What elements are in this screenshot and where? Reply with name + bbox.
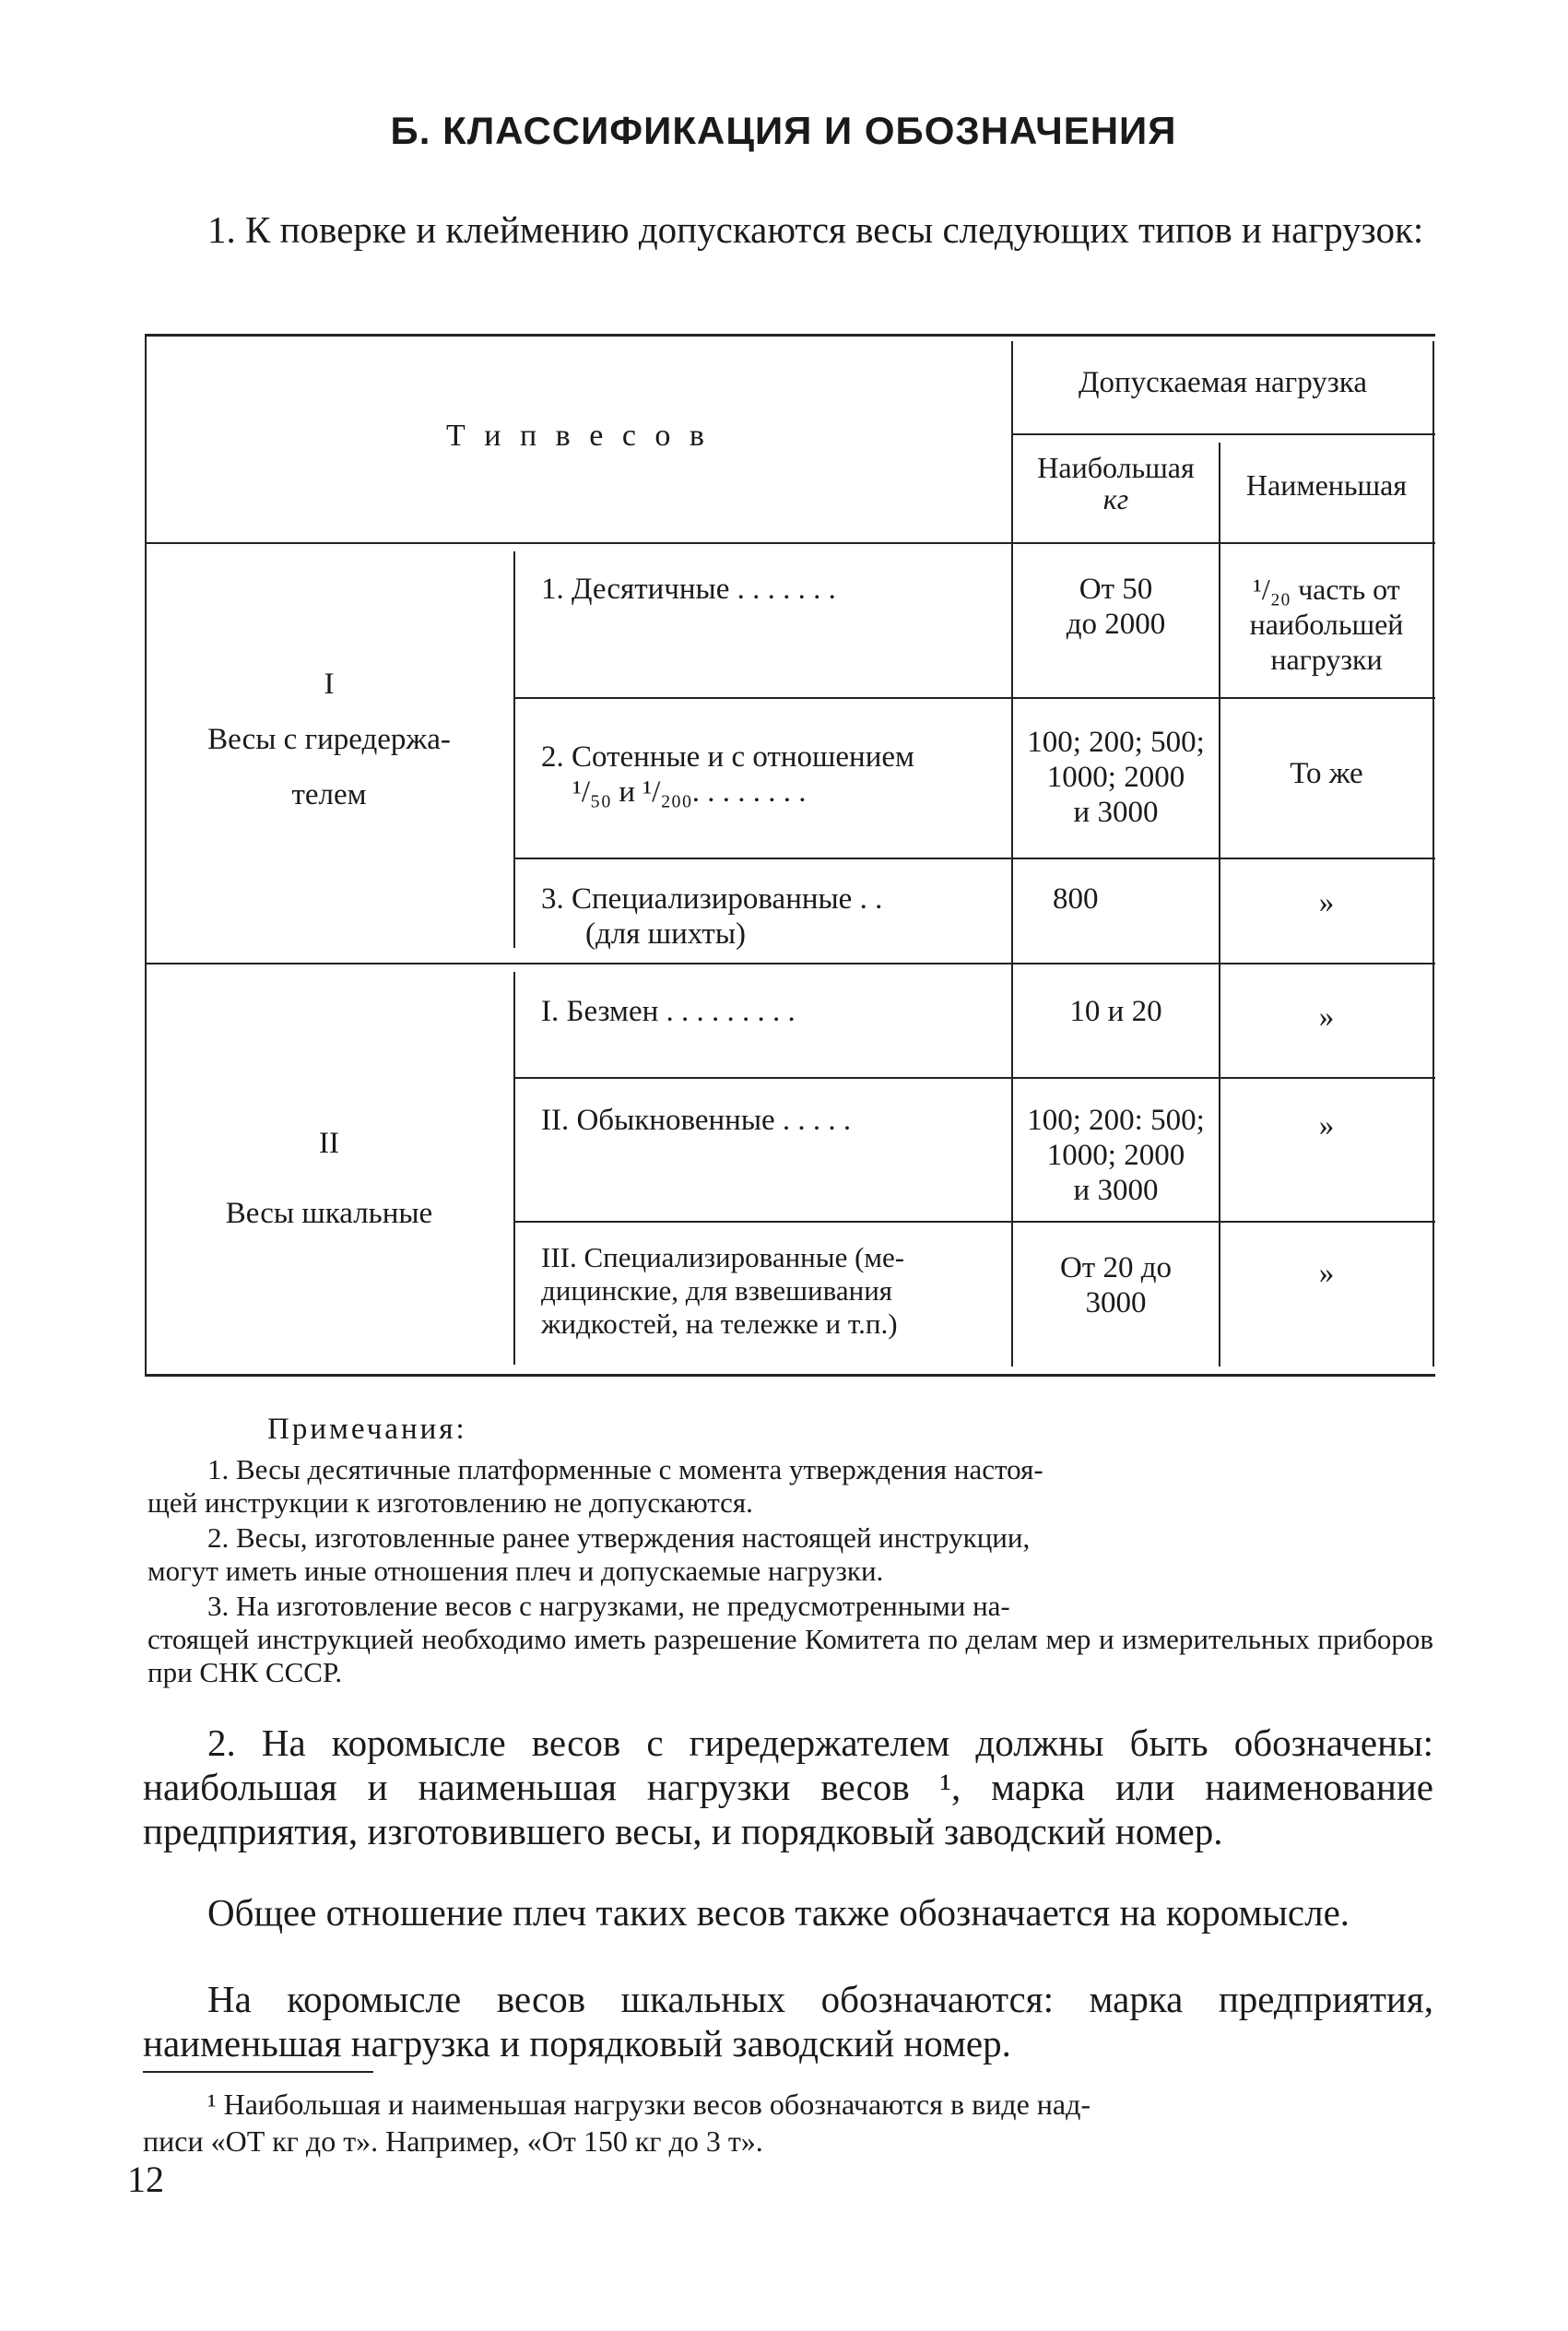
row-4-max: 10 и 20: [1069, 995, 1162, 1028]
row-6-max-line1: От 20 до: [1059, 1251, 1173, 1284]
row-2-max: [1013, 725, 1219, 830]
group-1-label: [145, 657, 513, 822]
row1-rule: [513, 697, 1435, 699]
row-5-type: II. Обыкновенные . . . . .: [541, 1104, 852, 1137]
row-6-min: »: [1318, 1257, 1335, 1290]
row-2-type-line1: 2. Сотенные и с отношением: [541, 740, 914, 774]
notes-title: Примечания:: [267, 1413, 467, 1446]
row-1-max-line1: От 50: [1079, 573, 1153, 606]
footnote-rule: [143, 2071, 373, 2073]
row-2-type-line2: ¹/₅₀ и ¹/₂₀₀. . . . . . . .: [572, 775, 807, 809]
row-1-type: 1. Десятичные . . . . . . .: [541, 573, 836, 606]
note-1-line1: 1. Весы десятичные платформенные с момента утверждения настоя-: [207, 1453, 1043, 1485]
row-5-max-line2: 1000; 2000: [1046, 1139, 1185, 1172]
row-1-min: [1220, 572, 1432, 677]
row-4-min: »: [1318, 1000, 1335, 1034]
group-2-label: [145, 1108, 513, 1248]
note-2-line1: 2. Весы, изготовленные ранее утверждения настоящей инструкции,: [207, 1521, 1031, 1554]
note-3-line1: 3. На изготовление весов с нагрузками, не предусмотренными на-: [207, 1590, 1010, 1622]
group-1-name-line2: телем: [291, 778, 367, 811]
header-sub-rule: [1011, 433, 1435, 435]
row-6-max: [1013, 1250, 1219, 1320]
row-3-max: 800: [1053, 882, 1099, 916]
note-1-rest: щей инструкции к изготовлению не допускаются.: [147, 1486, 753, 1519]
header-max-label: Наибольшая: [1037, 451, 1195, 484]
row-5-max: [1013, 1103, 1219, 1208]
note-3-rest: стоящей инструкцией необходимо иметь разрешение Комитета по делам мер и измерительных приборов при СНК СССР.: [147, 1623, 1433, 1688]
row-6-type: [541, 1241, 1011, 1341]
header-bottom-rule: [145, 542, 1435, 544]
page-number: 12: [127, 2159, 164, 2200]
row-2-type: [541, 740, 1011, 810]
paragraph-3: Общее отношение плеч таких весов также обозначается на коромысле.: [207, 1891, 1350, 1934]
note-3: [147, 1590, 1433, 1689]
group2-type-rule: [513, 972, 515, 1365]
row-6-type-line3: жидкостей, на тележке и т.п.): [541, 1307, 898, 1340]
row-1-min-line3: нагрузки: [1270, 643, 1383, 676]
table-top-rule: [145, 334, 1435, 337]
section-heading: Б. КЛАССИФИКАЦИЯ И ОБОЗНАЧЕНИЯ: [390, 109, 1177, 152]
row-1-min-line2: наибольшей: [1249, 608, 1404, 641]
group-2-roman: II: [319, 1127, 339, 1160]
footnote-line1: ¹ Наибольшая и наименьшая нагрузки весов обозначаются в виде над-: [207, 2088, 1091, 2121]
group-divider-rule: [145, 963, 1435, 964]
row-2-max-line1: 100; 200; 500;: [1027, 726, 1205, 759]
note-2-rest: могут иметь иные отношения плеч и допускаемые нагрузки.: [147, 1555, 884, 1587]
row-5-min: »: [1318, 1109, 1335, 1142]
row-2-max-line2: 1000; 2000: [1046, 761, 1185, 794]
row2-rule: [513, 858, 1435, 859]
row-3-min: »: [1318, 886, 1335, 919]
row-5-max-line3: и 3000: [1073, 1174, 1159, 1207]
table-bottom-rule: [145, 1374, 1435, 1377]
footnote: [143, 2086, 1433, 2159]
row-6-type-line2: дицинские, для взвешивания: [541, 1274, 893, 1307]
row-4-type: I. Безмен . . . . . . . . .: [541, 995, 796, 1028]
row-1-max-line2: до 2000: [1066, 608, 1166, 641]
paragraph-4: На коромысле весов шкальных обозначаются: марка предприятия, наименьшая нагрузка и порядковый заводский номер.: [143, 1978, 1433, 2065]
row-2-max-line3: и 3000: [1073, 796, 1159, 829]
table-right-rule: [1432, 341, 1434, 1367]
row-6-max-line2: 3000: [1085, 1286, 1147, 1319]
header-min-load: Наименьшая: [1245, 468, 1408, 502]
header-permissible-load: Допускаемая нагрузка: [1078, 366, 1367, 399]
header-max-load: [1013, 452, 1219, 515]
row-3-type: [541, 882, 1007, 952]
row-2-min: То же: [1290, 757, 1363, 790]
scales-table: [145, 334, 1435, 1376]
row-5-max-line1: 100; 200: 500;: [1027, 1104, 1205, 1137]
group1-type-rule: [513, 551, 515, 948]
paragraph-2: 2. На коромысле весов с гиредержателем должны быть обозначены: наибольшая и наименьшая нагрузки весов ¹, марка или наименование предприятия, изготовившего весы, и порядковый заводский номер.: [143, 1722, 1433, 1852]
footnote-line2: писи «ОТ кг до т». Например, «От 150 кг до 3 т».: [143, 2124, 763, 2158]
row-1-max: [1013, 572, 1219, 642]
row-3-type-line1: 3. Специализированные . .: [541, 882, 883, 916]
row-6-type-line1: III. Специализированные (ме-: [541, 1241, 905, 1273]
intro-paragraph: 1. К поверке и клеймению допускаются весы следующих типов и нагрузок:: [207, 208, 1424, 251]
note-1: [147, 1453, 1433, 1520]
row4-rule: [513, 1077, 1435, 1079]
group-1-name-line1: Весы с гиредержа-: [207, 723, 451, 756]
header-type-of-scales: Т и п в е с о в: [446, 419, 710, 453]
group-2-name: Весы шкальные: [225, 1197, 433, 1230]
group-1-roman: I: [324, 668, 335, 701]
row-1-min-line1: ¹/₂₀ часть от: [1253, 573, 1400, 606]
row-3-type-line2: (для шихты): [585, 917, 747, 951]
header-max-unit: кг: [1102, 482, 1129, 515]
row5-rule: [513, 1221, 1435, 1223]
note-2: [147, 1521, 1433, 1588]
